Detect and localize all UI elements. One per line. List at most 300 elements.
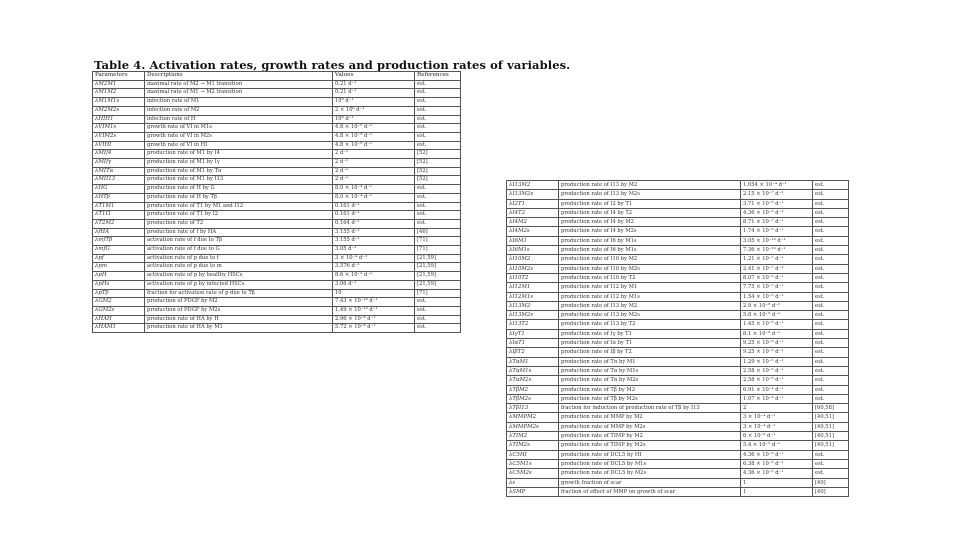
parameter-cell: λI2T1 xyxy=(507,199,559,208)
description-cell: production of PDGF by M2 xyxy=(145,298,333,307)
reference-cell: est. xyxy=(415,298,461,307)
value-cell: 0.164 d⁻¹ xyxy=(333,219,415,228)
parameter-cell: λGM2s xyxy=(93,306,145,315)
value-cell: 2.58 × 10⁻⁵ d⁻¹ xyxy=(741,376,813,385)
parameter-cell: λVIHI xyxy=(93,141,145,150)
reference-cell: [71] xyxy=(415,289,461,298)
description-cell: production rate of T1 by M1 and I12 xyxy=(145,202,333,211)
value-cell: 1.74 × 10⁻⁵ d⁻¹ xyxy=(741,227,813,236)
description-cell: growth fraction of scar xyxy=(559,478,741,487)
parameter-cell: λIβT2 xyxy=(507,348,559,357)
parameter-cell: λI4M2s xyxy=(507,227,559,236)
description-cell: production rate of I13 by M2s xyxy=(559,311,741,320)
reference-cell: [21,59] xyxy=(415,280,461,289)
description-cell: production rate of I12 by M1 xyxy=(559,283,741,292)
table-row xyxy=(93,98,461,107)
table-row xyxy=(507,348,849,357)
parameter-cell: λTβI13 xyxy=(507,404,559,413)
parameter-cell: λTαM1s xyxy=(507,366,559,375)
reference-cell: est. xyxy=(415,324,461,333)
reference-cell: est. xyxy=(415,80,461,89)
table-row xyxy=(93,150,461,159)
reference-cell: [60,58] xyxy=(813,404,849,413)
reference-cell: est. xyxy=(813,366,849,375)
reference-cell: est. xyxy=(813,301,849,310)
value-cell: 8.6 × 10⁻² d⁻¹ xyxy=(333,272,415,281)
value-cell: 7.75 × 10⁻⁷ d⁻¹ xyxy=(741,283,813,292)
parameter-cell: λHG xyxy=(93,185,145,194)
description-cell: production rate of Tα by M2s xyxy=(559,376,741,385)
value-cell: 3 × 10⁻⁴ d⁻¹ xyxy=(333,254,415,263)
parameter-cell: λTIM2 xyxy=(507,432,559,441)
reference-cell: [71] xyxy=(415,237,461,246)
value-cell: 2.9 × 10⁻⁸ d⁻¹ xyxy=(741,301,813,310)
value-cell: 6.38 × 10⁻⁵ d⁻¹ xyxy=(741,459,813,468)
description-cell: production rate of TIMP by M2s xyxy=(559,441,741,450)
table-row xyxy=(93,124,461,133)
description-cell: production rate of I2 by T1 xyxy=(559,199,741,208)
reference-cell: est. xyxy=(415,193,461,202)
table-row xyxy=(507,264,849,273)
value-cell: 8.0 × 10⁻⁴ d⁻¹ xyxy=(333,193,415,202)
parameter-cell: λVIM1s xyxy=(93,124,145,133)
description-cell: growth rate of VI in M2s xyxy=(145,132,333,141)
value-cell: 5.4 × 10⁻⁵ d⁻¹ xyxy=(741,441,813,450)
parameter-cell: λpHs xyxy=(93,280,145,289)
reference-cell: est. xyxy=(813,190,849,199)
header-values: Values xyxy=(333,72,415,81)
table-row xyxy=(93,237,461,246)
parameter-cell: λM1M1s xyxy=(93,98,145,107)
table-row xyxy=(93,185,461,194)
value-cell: 5.72 × 10⁻⁸ d⁻¹ xyxy=(333,324,415,333)
parameter-cell: λC5HI xyxy=(507,450,559,459)
table-row xyxy=(507,320,849,329)
table-row xyxy=(507,273,849,282)
reference-cell: est. xyxy=(415,219,461,228)
reference-cell: est. xyxy=(813,357,849,366)
table-row xyxy=(93,193,461,202)
value-cell: 5.8 × 10⁻⁸ d⁻¹ xyxy=(741,311,813,320)
value-cell: 1.29 × 10⁻⁵ d⁻¹ xyxy=(741,357,813,366)
parameter-cell: λM2M2s xyxy=(93,106,145,115)
value-cell: 2 d⁻¹ xyxy=(333,159,415,168)
description-cell: maximal rate of M2 → M1 transition xyxy=(145,80,333,89)
reference-cell: est. xyxy=(813,292,849,301)
value-cell: 3.05 d⁻¹ xyxy=(333,246,415,255)
parameter-cell: λMIf4 xyxy=(93,150,145,159)
description-cell: fraction of effect of MMP on growth of scar xyxy=(559,487,741,496)
table-row xyxy=(93,132,461,141)
reference-cell: est. xyxy=(813,181,849,190)
reference-cell: [40,51] xyxy=(813,432,849,441)
description-cell: production rate of H by Tβ xyxy=(145,193,333,202)
parameter-cell: λM1M2 xyxy=(93,89,145,98)
table-row xyxy=(93,115,461,124)
parameter-cell: λI13M2 xyxy=(507,301,559,310)
parameter-cell: λM2M1 xyxy=(93,80,145,89)
table-row xyxy=(93,280,461,289)
reference-cell: est. xyxy=(813,255,849,264)
parameter-cell: λI13M2s xyxy=(507,190,559,199)
description-cell: fraction for induction of production rate of Tβ by I13 xyxy=(559,404,741,413)
parameter-cell: λmfTβ xyxy=(93,237,145,246)
parameter-cell: λMMPM2s xyxy=(507,422,559,431)
table-row xyxy=(93,263,461,272)
description-cell: production rate of MMP by M2 xyxy=(559,413,741,422)
value-cell: 2.41 × 10⁻⁷ d⁻¹ xyxy=(741,264,813,273)
description-cell: production rate of Iβ by T2 xyxy=(559,348,741,357)
description-cell: growth rate of VI in M1s xyxy=(145,124,333,133)
value-cell: 9.25 × 10⁻⁶ d⁻¹ xyxy=(741,348,813,357)
reference-cell: [46] xyxy=(415,228,461,237)
value-cell: 3.155 d⁻¹ xyxy=(333,228,415,237)
reference-cell: est. xyxy=(415,306,461,315)
value-cell: 4.36 × 10⁻⁵ d⁻¹ xyxy=(741,450,813,459)
value-cell: 6 × 10⁻⁵ d⁻¹ xyxy=(741,432,813,441)
parameter-cell: λHAH xyxy=(93,315,145,324)
description-cell: production rate of TIMP by M2 xyxy=(559,432,741,441)
reference-cell: est. xyxy=(813,394,849,403)
parameter-cell: λC5M1s xyxy=(507,459,559,468)
parameter-cell: λIγT1 xyxy=(507,329,559,338)
table-row xyxy=(93,89,461,98)
reference-cell: [21,59] xyxy=(415,272,461,281)
description-cell: production rate of Iα by T1 xyxy=(559,339,741,348)
table-body-left xyxy=(93,80,461,332)
description-cell: activation rate of f due to G xyxy=(145,246,333,255)
rates-table-left xyxy=(92,71,461,333)
value-cell: 1.054 × 10⁻⁴ d⁻¹ xyxy=(741,181,813,190)
description-cell: production rate of Tα by M1 xyxy=(559,357,741,366)
table-row xyxy=(507,329,849,338)
description-cell: production rate of I13 by M2 xyxy=(559,181,741,190)
table-row xyxy=(507,366,849,375)
parameter-cell: λTαM1 xyxy=(507,357,559,366)
description-cell: infection rate of H xyxy=(145,115,333,124)
table-row xyxy=(507,246,849,255)
table-row xyxy=(507,227,849,236)
reference-cell: est. xyxy=(813,236,849,245)
parameter-cell: λT2M2 xyxy=(93,219,145,228)
reference-cell: est. xyxy=(813,385,849,394)
parameter-cell: λHTβ xyxy=(93,193,145,202)
value-cell: 1.21 × 10⁻⁷ d⁻¹ xyxy=(741,255,813,264)
value-cell: 3.71 × 10⁻⁵ d⁻¹ xyxy=(741,199,813,208)
table-row xyxy=(507,432,849,441)
description-cell: production rate of DCL5 by M2s xyxy=(559,469,741,478)
description-cell: production rate of T1 by I2 xyxy=(145,211,333,220)
table-row xyxy=(507,339,849,348)
table-row xyxy=(507,441,849,450)
value-cell: 7.36 × 10⁻¹⁰ d⁻¹ xyxy=(741,246,813,255)
value-cell: 1 xyxy=(741,478,813,487)
parameter-cell: λHAM1 xyxy=(93,324,145,333)
reference-cell: est. xyxy=(415,106,461,115)
reference-cell: [52] xyxy=(415,150,461,159)
value-cell: 8.0 × 10⁻⁴ d⁻¹ xyxy=(333,185,415,194)
parameter-cell: λTαM2s xyxy=(507,376,559,385)
parameter-cell: λMII13 xyxy=(93,176,145,185)
table-row xyxy=(93,159,461,168)
parameter-cell: λMIfγ xyxy=(93,159,145,168)
table-row xyxy=(93,176,461,185)
value-cell: 1.45 × 10⁻⁵ d⁻¹ xyxy=(741,320,813,329)
description-cell: production rate of M1 by Tα xyxy=(145,167,333,176)
description-cell: production rate of DCL5 by M1s xyxy=(559,459,741,468)
table-row xyxy=(93,106,461,115)
reference-cell: [40] xyxy=(813,487,849,496)
description-cell: production rate of Tβ by M2 xyxy=(559,385,741,394)
description-cell: production rate of Tα by M1s xyxy=(559,366,741,375)
reference-cell: est. xyxy=(415,315,461,324)
description-cell: fraction for activation rate of p due to Tβ xyxy=(145,289,333,298)
reference-cell: [52] xyxy=(415,176,461,185)
table-row xyxy=(507,459,849,468)
parameter-cell: λI12M1 xyxy=(507,283,559,292)
parameter-cell: λHIH1 xyxy=(93,115,145,124)
table-body-right xyxy=(507,181,849,497)
value-cell: 10 xyxy=(333,289,415,298)
description-cell: production rate of Iγ by T1 xyxy=(559,329,741,338)
table-row xyxy=(93,219,461,228)
value-cell: 3.155 d⁻¹ xyxy=(333,237,415,246)
parameter-cell: λSMP xyxy=(507,487,559,496)
reference-cell: est. xyxy=(813,208,849,217)
table-row xyxy=(93,272,461,281)
description-cell: production rate of I4 by M2s xyxy=(559,227,741,236)
table-row xyxy=(93,167,461,176)
description-cell: production rate of DCL5 by HI xyxy=(559,450,741,459)
value-cell: 4.36 × 10⁻⁵ d⁻¹ xyxy=(741,208,813,217)
reference-cell: [40,51] xyxy=(813,441,849,450)
description-cell: activation rate of p by healthy HSCs xyxy=(145,272,333,281)
parameter-cell: λTIM2s xyxy=(507,441,559,450)
reference-cell: est. xyxy=(415,211,461,220)
reference-cell: est. xyxy=(813,264,849,273)
reference-cell: [52] xyxy=(415,159,461,168)
reference-cell: est. xyxy=(415,89,461,98)
reference-cell: est. xyxy=(813,283,849,292)
parameter-cell: λI12M1s xyxy=(507,292,559,301)
table-row xyxy=(507,376,849,385)
reference-cell: est. xyxy=(415,132,461,141)
table-row xyxy=(93,80,461,89)
value-cell: 1.07 × 10⁻³ d⁻¹ xyxy=(741,394,813,403)
value-cell: 2 d⁻¹ xyxy=(333,176,415,185)
reference-cell: est. xyxy=(813,227,849,236)
parameter-cell: λpf xyxy=(93,254,145,263)
value-cell: 8.71 × 10⁻⁷ d⁻¹ xyxy=(741,218,813,227)
value-cell: 1.54 × 10⁻⁵ d⁻¹ xyxy=(741,292,813,301)
header-references: References xyxy=(415,72,461,81)
value-cell: 10⁶ d⁻¹ xyxy=(333,98,415,107)
table-header-row xyxy=(93,72,461,81)
table-row xyxy=(93,289,461,298)
value-cell: 2 d⁻¹ xyxy=(333,150,415,159)
description-cell: production rate of M1 by I13 xyxy=(145,176,333,185)
table-row xyxy=(93,211,461,220)
value-cell: 3.05 × 10⁻¹⁰ d⁻¹ xyxy=(741,236,813,245)
description-cell: infection rate of M2 xyxy=(145,106,333,115)
value-cell: 0.161 d⁻¹ xyxy=(333,211,415,220)
table-row xyxy=(507,413,849,422)
description-cell: production rate of I10 by M2 xyxy=(559,255,741,264)
value-cell: 3 × 10⁻⁴ d⁻¹ xyxy=(741,413,813,422)
parameter-cell: λI4M2 xyxy=(507,218,559,227)
value-cell: 1 xyxy=(741,487,813,496)
table-row xyxy=(93,202,461,211)
description-cell: production rate of I13 by M2 xyxy=(559,301,741,310)
description-cell: production rate of I12 by M1s xyxy=(559,292,741,301)
table-row xyxy=(507,450,849,459)
parameter-cell: λTβM2s xyxy=(507,394,559,403)
value-cell: 0.21 d⁻¹ xyxy=(333,80,415,89)
description-cell: activation rate of p by infected HSCs xyxy=(145,280,333,289)
reference-cell: est. xyxy=(813,320,849,329)
parameter-cell: λs xyxy=(507,478,559,487)
value-cell: 2.96 × 10⁻⁸ d⁻¹ xyxy=(333,315,415,324)
table-row xyxy=(93,306,461,315)
parameter-cell: λpm xyxy=(93,263,145,272)
table-row xyxy=(507,255,849,264)
value-cell: 2 xyxy=(741,404,813,413)
parameter-cell: λTβM2 xyxy=(507,385,559,394)
reference-cell: est. xyxy=(813,329,849,338)
table-row xyxy=(507,422,849,431)
reference-cell: est. xyxy=(813,246,849,255)
description-cell: production rate of I4 by M2 xyxy=(559,218,741,227)
table-row xyxy=(507,199,849,208)
description-cell: production rate of M1 by I4 xyxy=(145,150,333,159)
description-cell: production rate of I13 by T2 xyxy=(559,320,741,329)
value-cell: 1.49 × 10⁻¹⁰ d⁻¹ xyxy=(333,306,415,315)
parameter-cell: λI10T2 xyxy=(507,273,559,282)
reference-cell: [40,51] xyxy=(813,413,849,422)
table-row xyxy=(507,357,849,366)
parameter-cell: λI10M2s xyxy=(507,264,559,273)
parameter-cell: λI6M1 xyxy=(507,236,559,245)
table-row xyxy=(507,469,849,478)
header-parameters: Parameters xyxy=(93,72,145,81)
parameter-cell: λmfG xyxy=(93,246,145,255)
description-cell: production rate of I10 by T2 xyxy=(559,273,741,282)
value-cell: 4.8 × 10⁻⁵ d⁻¹ xyxy=(333,141,415,150)
parameter-cell: λI6M1s xyxy=(507,246,559,255)
description-cell: production rate of I10 by M2s xyxy=(559,264,741,273)
reference-cell: est. xyxy=(415,115,461,124)
description-cell: production rate of HA by M1 xyxy=(145,324,333,333)
parameter-cell: λMMPM2 xyxy=(507,413,559,422)
table-row xyxy=(507,208,849,217)
parameter-cell: λI13T2 xyxy=(507,320,559,329)
rates-table-right xyxy=(506,180,849,497)
description-cell: production rate of T2 xyxy=(145,219,333,228)
reference-cell: est. xyxy=(415,185,461,194)
parameter-cell: λT1I1 xyxy=(93,211,145,220)
description-cell: production rate of I13 by M2s xyxy=(559,190,741,199)
table-row xyxy=(507,404,849,413)
value-cell: 4.8 × 10⁻⁵ d⁻¹ xyxy=(333,124,415,133)
value-cell: 0.161 d⁻¹ xyxy=(333,202,415,211)
value-cell: 7.43 × 10⁻¹⁰ d⁻¹ xyxy=(333,298,415,307)
parameter-cell: λpH xyxy=(93,272,145,281)
parameter-cell: λC5M2s xyxy=(507,469,559,478)
parameter-cell: λI4T2 xyxy=(507,208,559,217)
table-row xyxy=(93,141,461,150)
table-row xyxy=(507,394,849,403)
reference-cell: [40,51] xyxy=(813,422,849,431)
table-row xyxy=(93,315,461,324)
parameter-cell: λI13M2 xyxy=(507,181,559,190)
table-row xyxy=(507,311,849,320)
table-row xyxy=(507,190,849,199)
value-cell: 0.21 d⁻¹ xyxy=(333,89,415,98)
reference-cell: [21,59] xyxy=(415,254,461,263)
value-cell: 3 × 10⁻⁴ d⁻¹ xyxy=(741,422,813,431)
description-cell: production rate of f by HA xyxy=(145,228,333,237)
value-cell: 2 d⁻¹ xyxy=(333,167,415,176)
table-row xyxy=(93,254,461,263)
table-row xyxy=(507,292,849,301)
parameter-cell: λI13M2s xyxy=(507,311,559,320)
description-cell: production rate of I4 by T2 xyxy=(559,208,741,217)
table-caption: Table 4. Activation rates, growth rates and production rates of variables. xyxy=(94,58,571,72)
reference-cell: est. xyxy=(415,202,461,211)
description-cell: maximal rate of M1 → M2 transition xyxy=(145,89,333,98)
description-cell: production rate of Tβ by M2s xyxy=(559,394,741,403)
description-cell: activation rate of f due to Tβ xyxy=(145,237,333,246)
table-row xyxy=(507,487,849,496)
description-cell: activation rate of p due to m xyxy=(145,263,333,272)
value-cell: 3.576 d⁻¹ xyxy=(333,263,415,272)
description-cell: production rate of HA by H xyxy=(145,315,333,324)
reference-cell: est. xyxy=(813,376,849,385)
description-cell: production rate of I6 by M1s xyxy=(559,236,741,245)
value-cell: 8.1 × 10⁻⁸ d⁻¹ xyxy=(741,329,813,338)
description-cell: infection rate of M1 xyxy=(145,98,333,107)
description-cell: growth rate of VI in HI xyxy=(145,141,333,150)
parameter-cell: λpTβ xyxy=(93,289,145,298)
value-cell: 8.07 × 10⁻⁵ d⁻¹ xyxy=(741,273,813,282)
description-cell: production rate of H by G xyxy=(145,185,333,194)
reference-cell: [40] xyxy=(813,478,849,487)
reference-cell: est. xyxy=(813,450,849,459)
reference-cell: est. xyxy=(813,348,849,357)
value-cell: 2 × 10⁶ d⁻¹ xyxy=(333,106,415,115)
description-cell: production rate of MMP by M2s xyxy=(559,422,741,431)
parameter-cell: λVIM2s xyxy=(93,132,145,141)
table-row xyxy=(507,478,849,487)
table-row xyxy=(507,283,849,292)
reference-cell: est. xyxy=(813,469,849,478)
reference-cell: [52] xyxy=(415,167,461,176)
parameter-cell: λIαT1 xyxy=(507,339,559,348)
reference-cell: est. xyxy=(415,98,461,107)
value-cell: 3.06 d⁻¹ xyxy=(333,280,415,289)
description-cell: production rate of I6 by M1s xyxy=(559,246,741,255)
table-row xyxy=(93,324,461,333)
parameter-cell: λT1M1 xyxy=(93,202,145,211)
reference-cell: [21,59] xyxy=(415,263,461,272)
table-row xyxy=(507,301,849,310)
value-cell: 4.36 × 10⁻⁵ d⁻¹ xyxy=(741,469,813,478)
table-row xyxy=(507,236,849,245)
description-cell: activation rate of p due to f xyxy=(145,254,333,263)
reference-cell: est. xyxy=(813,199,849,208)
reference-cell: est. xyxy=(813,459,849,468)
reference-cell: est. xyxy=(813,339,849,348)
